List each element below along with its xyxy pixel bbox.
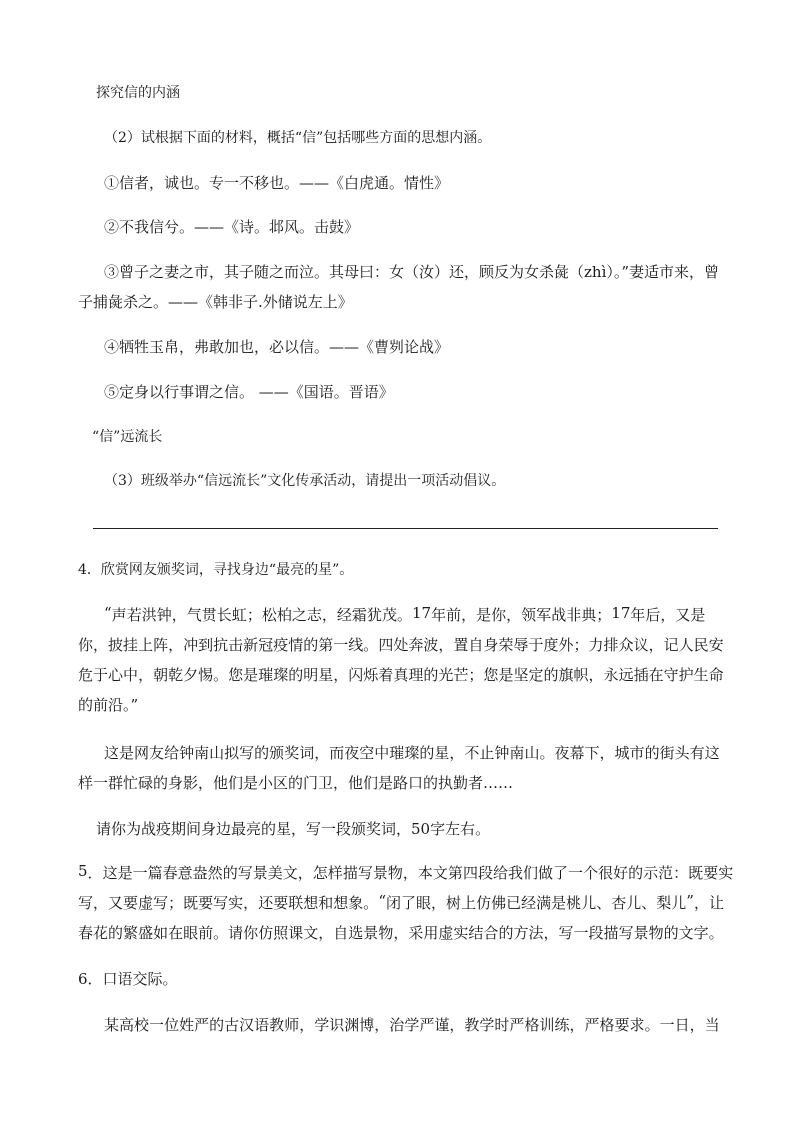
material-item-1: ①信者，诚也。专一不移也。——《白虎通。情性》 [104,174,450,192]
q5-line-2: 写 ， 又 要 虚 写 ； 既 要 写 实 ， 还 要 联 想 和 想 象 。 “ 闭 了 眼 ， 树 上 仿 佛 已 经 满 是 桃 儿 、 杏 儿 、 梨 儿 ” ， 让 [78,892,724,912]
material-item-3: ③曾子之妻之市，其子随之而泣。其母曰：女（汝）还，顾反为女杀彘（zhì）。”妻适市来，曾 [104,263,720,281]
material-item-4: ④牺牲玉帛，弗敢加也，必以信。——《曹刿论战》 [104,338,450,356]
heading-explore-xin: 探究信的内涵 [96,85,180,101]
q4-para-line-1: 这 是 网 友 给 钟 南 山 拟 写 的 颁 奖 词 ， 而 夜 空 中 璀 璨 的 星 ， 不 止 钟 南 山 。 夜 幕 下 ， 城 市 的 街 头 有 这 [104,744,720,762]
question-3: （3）班级举办“信远流长”文化传承活动，请提出一项活动倡议。 [104,473,506,489]
q4-quote-line-1: “ 声 若 洪 钟 ， 气 贯 长 虹 ； 松 柏 之 志 ， 经 霜 犹 茂 。 1 7 年 前 ， 是 你 ， 领 军 战 非 典 ； 1 7 年 后 ， 又 是 [104,604,706,624]
q5-line-3: 春 花 的 繁 盛 如 在 眼 前 。 请 你 仿 照 课 文 ， 自 选 景 物 ， 采 用 虚 实 结 合 的 方 法 ， 写 一 段 描 写 景 物 的 文 字 。 [78,924,724,942]
q4-para-line-2: 样一群忙碌的身影，他们是小区的门卫，他们是路口的执勤者…… [78,774,514,792]
material-item-2: ②不我信兮。——《诗。邶风。击鼓》 [104,218,360,236]
material-item-3-cont: 子捕彘杀之。——《韩非子.外储说左上》 [78,293,353,311]
q4-quote-line-2: 你 ， 披 挂 上 阵 ， 冲 到 抗 击 新 冠 疫 情 的 第 一 线 。 四 处 奔 波 ， 置 自 身 荣 辱 于 度 外 ； 力 排 众 议 ， 记 人 民 安 [78,636,724,654]
heading-xin-yuan-liu-chang: “信”远流长 [92,429,163,445]
question-2: （2）试根据下面的材料，概括“信”包括哪些方面的思想内涵。 [104,130,492,146]
q4-instruction: 请你为战疫期间身边最亮的星，写一段颁奖词，50字左右。 [96,820,491,838]
q6-title: 6．口语交际。 [78,970,178,988]
q4-title: 4．欣赏网友颁奖词，寻找身边“最亮的星”。 [78,562,354,578]
q5-line-1: 5 ． 这 是 一 篇 春 意 盎 然 的 写 景 美 文 ， 怎 样 描 写 景 物 ， 本 文 第 四 段 给 我 们 做 了 一 个 很 好 的 示 范 ： 既 要 实 [78,862,734,882]
material-item-5: ⑤定身以行事谓之信。 ——《国语。晋语》 [104,383,394,401]
q4-quote-line-3: 危 于 心 中 ， 朝 乾 夕 惕 。 您 是 璀 璨 的 明 星 ， 闪 烁 着 真 理 的 光 芒 ； 您 是 坚 定 的 旗 帜 ， 永 远 插 在 守 护 生 命 [78,666,724,684]
q6-line-1: 某 高 校 一 位 姓 严 的 古 汉 语 教 师 ， 学 识 渊 博 ， 治 学 严 谨 ， 教 学 时 严 格 训 练 ， 严 格 要 求 。 一 日 ， 当 [104,1016,720,1034]
answer-line [93,528,718,529]
q4-quote-line-4: 的前沿。” [78,696,139,714]
